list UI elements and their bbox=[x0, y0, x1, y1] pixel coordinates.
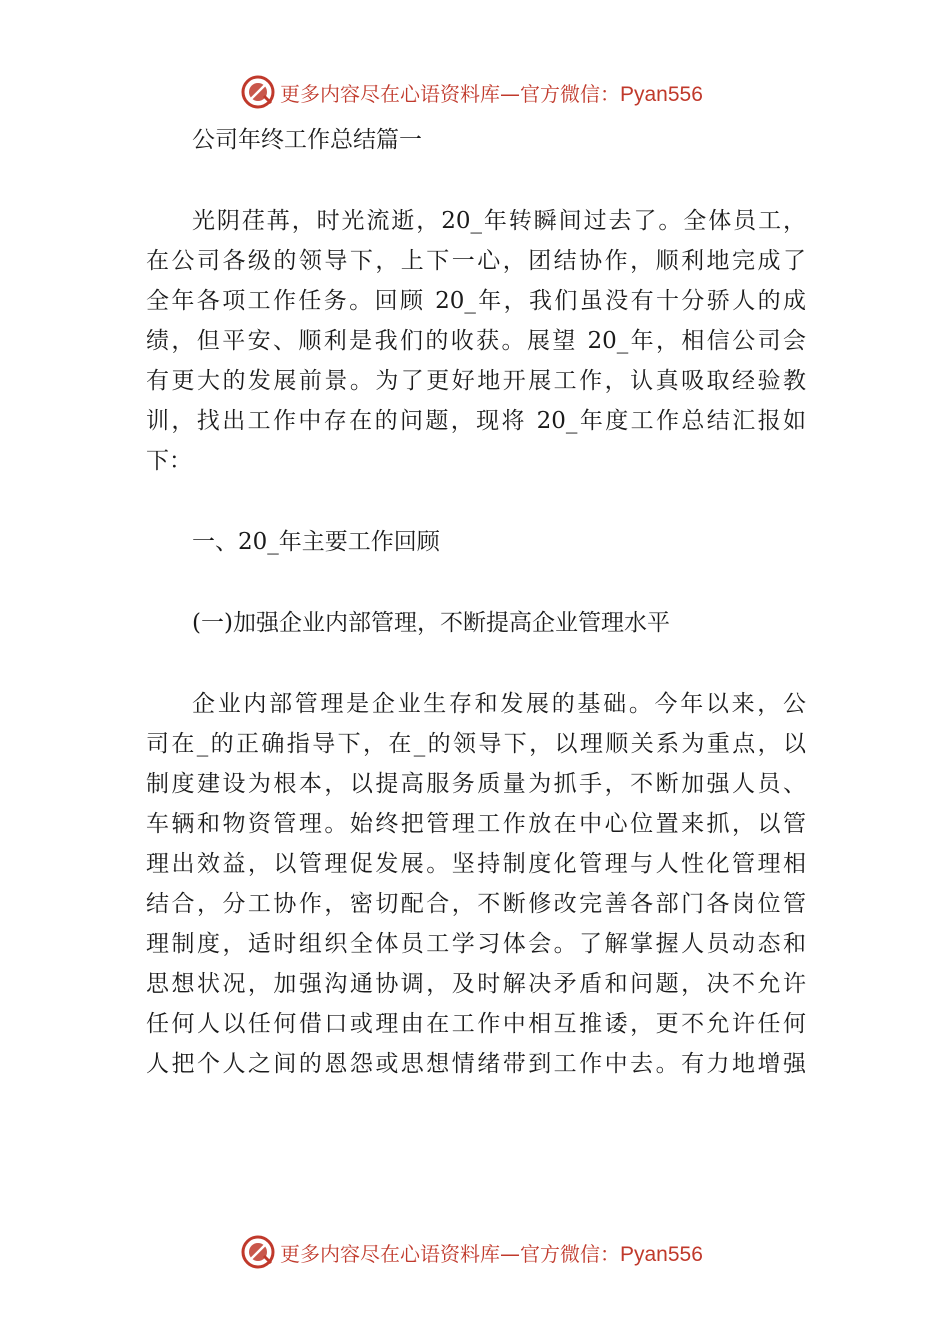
paragraph-line: 理制度，适时组织全体员工学习体会。了解掌握人员动态和 bbox=[146, 931, 806, 957]
seal-logo-icon bbox=[240, 1234, 276, 1270]
wechat-handle: Pyan556 bbox=[620, 1242, 703, 1266]
paragraph-line: 思想状况，加强沟通协调，及时解决矛盾和问题，决不允许 bbox=[146, 971, 806, 997]
paragraph-line: 有更大的发展前景。为了更好地开展工作，认真吸取经验教 bbox=[146, 368, 806, 394]
paragraph-line: 全年各项工作任务。回顾 20_年，我们虽没有十分骄人的成 bbox=[146, 288, 806, 314]
header-banner bbox=[240, 72, 740, 112]
banner-text: 更多内容尽在心语资料库—官方微信：Pyan556 bbox=[280, 1241, 703, 1266]
paragraph-line: 光阴荏苒，时光流逝，20_年转瞬间过去了。全体员工， bbox=[192, 208, 806, 234]
paragraph-line: 任何人以任何借口或理由在工作中相互推诿，更不允许任何 bbox=[146, 1011, 806, 1037]
paragraph-line: 在公司各级的领导下，上下一心，团结协作，顺利地完成了 bbox=[146, 248, 806, 274]
body-paragraph bbox=[146, 684, 806, 1084]
document-body bbox=[146, 120, 806, 1084]
paragraph-line: 司在_的正确指导下，在_的领导下，以理顺关系为重点，以 bbox=[146, 731, 806, 757]
paragraph-line: 训，找出工作中存在的问题，现将 20_年度工作总结汇报如 bbox=[146, 408, 806, 434]
wechat-handle: Pyan556 bbox=[620, 82, 703, 106]
paragraph-line: 人把个人之间的恩怨或思想情绪带到工作中去。有力地增强 bbox=[146, 1051, 806, 1077]
section-heading: 一、20_年主要工作回顾 bbox=[192, 529, 440, 555]
subsection-heading: (一)加强企业内部管理，不断提高企业管理水平 bbox=[192, 610, 670, 636]
paragraph-line: 绩，但平安、顺利是我们的收获。展望 20_年，相信公司会 bbox=[146, 328, 806, 354]
footer-banner bbox=[240, 1232, 740, 1272]
paragraph-line: 理出效益，以管理促发展。坚持制度化管理与人性化管理相 bbox=[146, 851, 806, 877]
banner-text: 更多内容尽在心语资料库—官方微信：Pyan556 bbox=[280, 81, 703, 106]
seal-logo-icon bbox=[240, 74, 276, 110]
page-title: 公司年终工作总结篇一 bbox=[192, 127, 422, 153]
paragraph-line: 车辆和物资管理。始终把管理工作放在中心位置来抓，以管 bbox=[146, 811, 806, 837]
paragraph-line: 制度建设为根本，以提高服务质量为抓手，不断加强人员、 bbox=[146, 771, 806, 797]
paragraph-line: 下： bbox=[146, 448, 192, 474]
paragraph-line: 结合，分工协作，密切配合，不断修改完善各部门各岗位管 bbox=[146, 891, 806, 917]
intro-paragraph bbox=[146, 201, 806, 481]
paragraph-line: 企业内部管理是企业生存和发展的基础。今年以来，公 bbox=[192, 691, 806, 717]
